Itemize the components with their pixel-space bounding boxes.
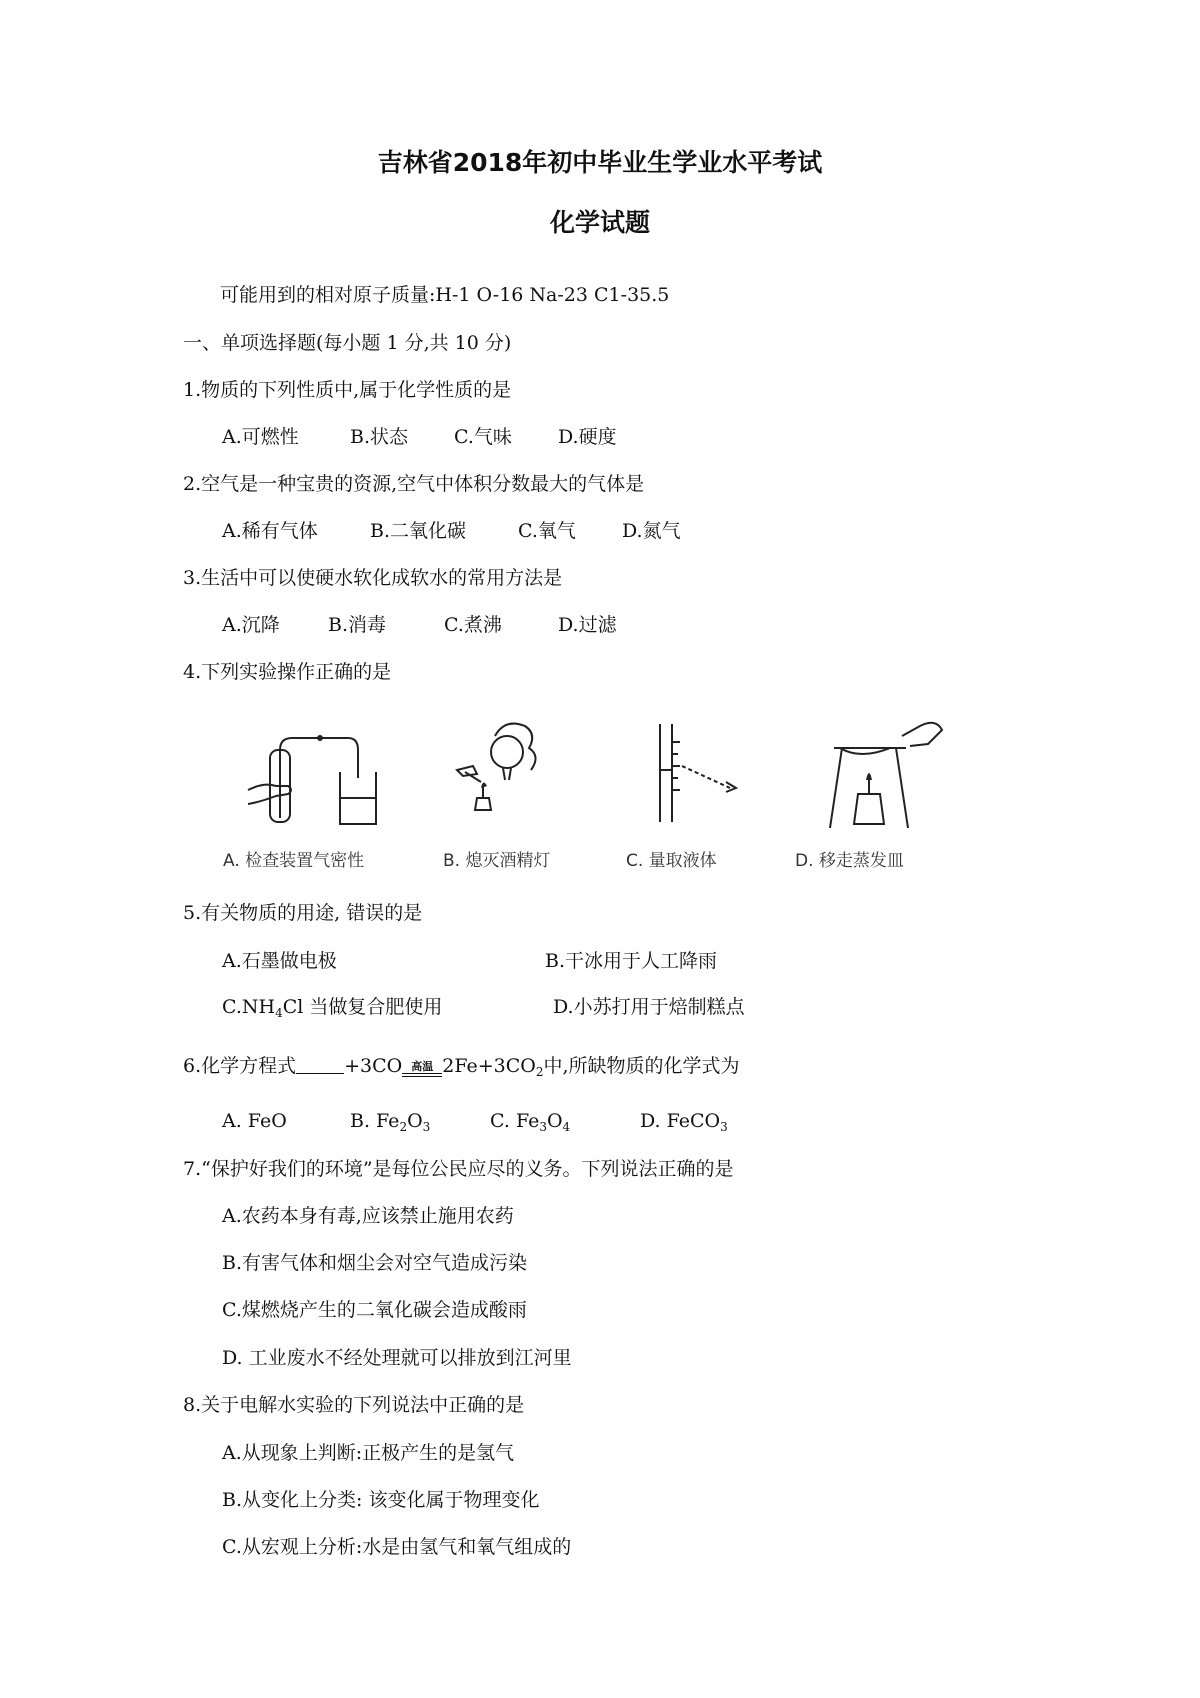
equals-sign [402,1073,442,1077]
answer-blank[interactable] [296,1057,344,1074]
extinguish-alcohol-lamp-figure [445,712,555,832]
measure-liquid-figure [630,722,740,832]
question-5-option-d[interactable]: D.小苏打用于焙制糕点 [553,996,745,1018]
question-5-stem: 5.有关物质的用途, 错误的是 [183,902,423,924]
question-5-option-a[interactable]: A.石墨做电极 [222,950,337,972]
question-8-option-c[interactable]: C.从宏观上分析:水是由氢气和氧气组成的 [222,1536,572,1558]
formula-part: Cl 当做复合肥使用 [282,996,443,1018]
subscript: 4 [275,1006,283,1020]
formula-part: C. Fe [490,1110,540,1132]
subscript: 2 [399,1120,408,1134]
option-a[interactable]: A.可燃性 [222,426,299,448]
option-d[interactable]: D.硬度 [558,426,617,448]
question-8-option-b[interactable]: B.从变化上分类: 该变化属于物理变化 [222,1489,540,1511]
question-3-stem: 3.生活中可以使硬水软化成软水的常用方法是 [183,567,563,589]
question-7-option-d[interactable]: D. 工业废水不经处理就可以排放到江河里 [222,1347,572,1369]
stem-text-end: 中,所缺物质的化学式为 [543,1055,740,1077]
question-6-options [222,1108,728,1140]
subscript: 3 [539,1120,547,1134]
option-b[interactable] [350,1108,490,1140]
subscript: 3 [422,1120,431,1134]
formula-part: C.NH [222,996,276,1018]
question-5-option-b[interactable]: B.干冰用于人工降雨 [545,950,718,972]
question-5-option-c[interactable] [222,994,442,1026]
question-8-stem: 8.关于电解水实验的下列说法中正确的是 [183,1394,525,1416]
question-2-options [222,518,681,544]
exam-title: 吉林省2018年初中毕业生学业水平考试 [377,148,823,177]
option-c[interactable]: C.气味 [454,426,512,448]
airtightness-check-figure [240,720,380,830]
option-c[interactable] [490,1108,640,1140]
option-d[interactable]: D.过滤 [558,614,617,636]
option-c[interactable]: C.煮沸 [444,614,502,636]
product-text: 2Fe+3CO [442,1055,536,1077]
option-b[interactable]: B.状态 [350,426,409,448]
option-a[interactable]: A.稀有气体 [222,520,318,542]
option-b[interactable]: B.二氧化碳 [370,520,467,542]
figure-caption-c: C. 量取液体 [626,851,717,871]
question-1-options [222,424,617,450]
reactant-text: +3CO [344,1055,403,1077]
question-2-stem: 2.空气是一种宝贵的资源,空气中体积分数最大的气体是 [183,473,645,495]
subscript: 2 [535,1065,544,1079]
question-8-option-a[interactable]: A.从现象上判断:正极产生的是氢气 [222,1442,515,1464]
question-4-stem: 4.下列实验操作正确的是 [183,661,392,683]
atomic-mass-note: 可能用到的相对原子质量:H-1 O-16 Na-23 C1-35.5 [220,284,670,306]
section-heading: 一、单项选择题(每小题 1 分,共 10 分) [183,332,512,354]
option-a[interactable]: A. FeO [222,1110,287,1132]
condition-label: 高温 [411,1060,434,1073]
option-d[interactable]: D.氮气 [622,520,681,542]
stem-text: 6.化学方程式 [183,1055,297,1077]
question-7-stem: 7.“保护好我们的环境”是每位公民应尽的义务。下列说法正确的是 [183,1158,734,1180]
question-7-option-a[interactable]: A.农药本身有毒,应该禁止施用农药 [222,1205,514,1227]
question-3-options [222,612,617,638]
option-a[interactable]: A.沉降 [222,614,280,636]
subscript: 3 [720,1120,728,1134]
question-7-option-c[interactable]: C.煤燃烧产生的二氧化碳会造成酸雨 [222,1299,527,1321]
figure-caption-b: B. 熄灭酒精灯 [443,851,551,871]
figure-caption-a: A. 检查装置气密性 [223,851,365,871]
question-1-stem: 1.物质的下列性质中,属于化学性质的是 [183,379,512,401]
formula-part: O [407,1110,423,1132]
option-b[interactable]: B.消毒 [328,614,387,636]
subscript: 4 [562,1120,571,1134]
question-7-option-b[interactable]: B.有害气体和烟尘会对空气造成污染 [222,1252,528,1274]
formula-part: O [546,1110,563,1132]
figure-caption-d: D. 移走蒸发皿 [795,851,904,871]
formula-part: D. FeCO [640,1110,721,1132]
move-evaporating-dish-figure [820,716,950,836]
option-c[interactable]: C.氧气 [518,520,576,542]
question-6-stem [183,1053,740,1085]
option-d[interactable] [640,1108,728,1140]
reaction-condition [402,1061,442,1077]
formula-part: B. Fe [350,1110,400,1132]
exam-subtitle: 化学试题 [549,208,650,237]
